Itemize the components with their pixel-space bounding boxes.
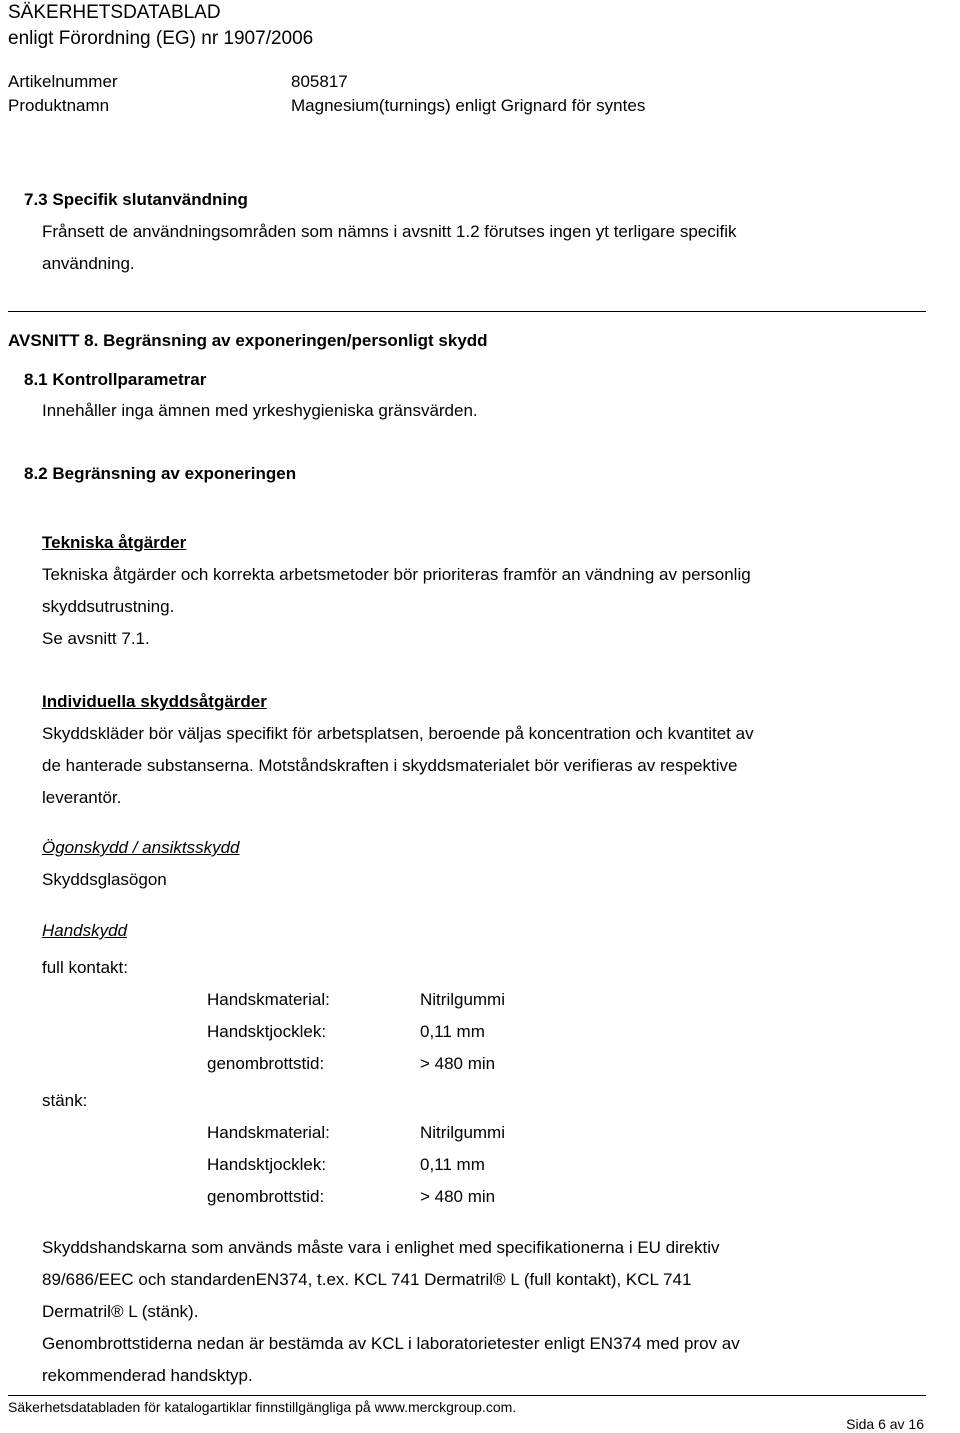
full-material-value: Nitrilgummi <box>420 990 505 1009</box>
section-7-3-heading: 7.3 Specifik slutanvändning <box>24 190 248 209</box>
splash-material-label: Handskmaterial: <box>207 1123 330 1142</box>
product-name-label: Produktnamn <box>8 96 110 115</box>
glove-note-line-3: Dermatril® L (stänk). <box>42 1302 199 1321</box>
splash-breakthrough-value: > 480 min <box>420 1187 496 1206</box>
technical-measures-line-2: skyddsutrustning. <box>42 597 175 616</box>
eye-protection-text: Skyddsglasögon <box>42 870 167 889</box>
splash-breakthrough-label: genombrottstid: <box>207 1187 325 1206</box>
full-breakthrough-label: genombrottstid: <box>207 1054 325 1073</box>
footer-rule <box>8 1395 926 1396</box>
individual-measures-line-1: Skyddskläder bör väljas specifikt för arbetsplatsen, beroende på koncentration och kvantitet av <box>42 724 754 743</box>
full-thickness-label: Handsktjocklek: <box>207 1022 327 1041</box>
individual-measures-line-2: de hanterade substanserna. Motståndskraften i skyddsmaterialet bör verifieras av respektive <box>42 756 738 775</box>
section-7-3-line-2: användning. <box>42 254 135 273</box>
hand-protection-heading: Handskydd <box>42 921 128 940</box>
technical-measures-line-1: Tekniska åtgärder och korrekta arbetsmetoder bör prioriteras framför an vändning av personlig <box>42 565 751 584</box>
splash-thickness-value: 0,11 mm <box>420 1155 485 1174</box>
glove-note-line-4: Genombrottstiderna nedan är bestämda av KCL i laboratorietester enligt EN374 med prov av <box>42 1334 740 1353</box>
individual-measures-line-3: leverantör. <box>42 788 122 807</box>
section-7-3-line-1: Frånsett de användningsområden som nämns i avsnitt 1.2 förutses ingen yt terligare specifik <box>42 222 737 241</box>
splash-thickness-label: Handsktjocklek: <box>207 1155 327 1174</box>
individual-measures-heading: Individuella skyddsåtgärder <box>42 692 267 711</box>
section-8-heading: AVSNITT 8. Begränsning av exponeringen/personligt skydd <box>8 331 488 350</box>
splash-material-value: Nitrilgummi <box>420 1123 505 1142</box>
glove-note-line-5: rekommenderad handsktyp. <box>42 1366 253 1385</box>
full-material-label: Handskmaterial: <box>207 990 330 1009</box>
eye-protection-heading: Ögonskydd / ansiktsskydd <box>42 838 240 857</box>
article-number-value: 805817 <box>291 72 348 91</box>
section-8-1-text: Innehåller inga ämnen med yrkeshygieniska gränsvärden. <box>42 401 478 420</box>
full-thickness-value: 0,11 mm <box>420 1022 485 1041</box>
product-name-value: Magnesium(turnings) enligt Grignard för syntes <box>291 96 646 115</box>
technical-measures-line-3: Se avsnitt 7.1. <box>42 629 150 648</box>
glove-note-line-2: 89/686/EEC och standardenEN374, t.ex. KCL 741 Dermatril® L (full kontakt), KCL 741 <box>42 1270 692 1289</box>
article-number-label: Artikelnummer <box>8 72 118 91</box>
section-8-2-heading: 8.2 Begränsning av exponeringen <box>24 464 297 483</box>
technical-measures-heading: Tekniska åtgärder <box>42 533 187 552</box>
footer-text: Säkerhetsdatabladen för katalogartiklar finnstillgängliga på www.merckgroup.com. <box>8 1399 517 1415</box>
section-8-rule <box>8 311 926 312</box>
section-8-1-heading: 8.1 Kontrollparametrar <box>24 370 207 389</box>
glove-note-line-1: Skyddshandskarna som används måste vara i enlighet med specifikationerna i EU direktiv <box>42 1238 720 1257</box>
regulation-line: enligt Förordning (EG) nr 1907/2006 <box>8 28 314 49</box>
full-breakthrough-value: > 480 min <box>420 1054 496 1073</box>
page-number: Sida 6 av 16 <box>846 1416 924 1432</box>
document-title: SÄKERHETSDATABLAD <box>8 2 221 23</box>
splash-label: stänk: <box>42 1091 88 1110</box>
full-contact-label: full kontakt: <box>42 958 128 977</box>
